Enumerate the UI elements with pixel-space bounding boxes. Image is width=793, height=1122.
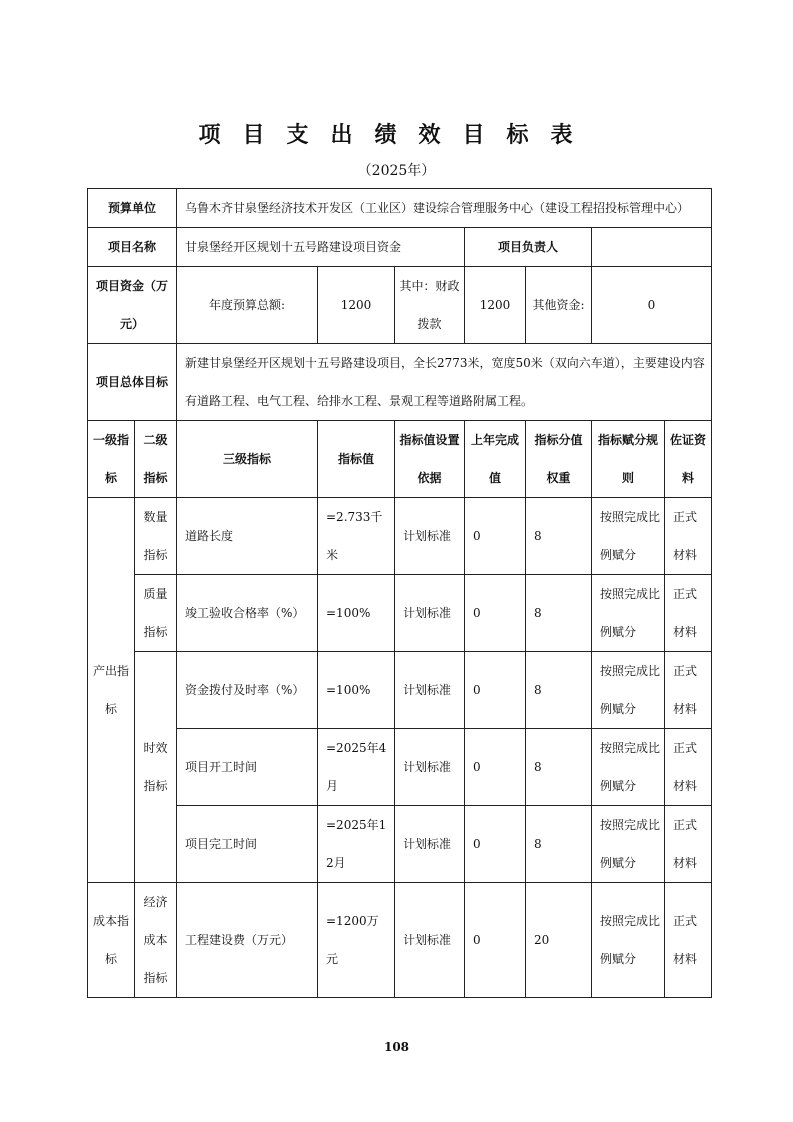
row-name: 资金拨付及时率（%） — [177, 652, 318, 729]
col-level3: 三级指标 — [177, 421, 318, 498]
row-name: 项目完工时间 — [177, 806, 318, 883]
other-funds-value: 0 — [592, 267, 712, 344]
col-scoring-rule: 指标赋分规则 — [592, 421, 665, 498]
row-last-year: 0 — [465, 498, 526, 575]
level1-output: 产出指标 — [88, 498, 135, 883]
row-name: 道路长度 — [177, 498, 318, 575]
row-last-year: 0 — [465, 652, 526, 729]
page-title: 项目支出绩效目标表 — [198, 122, 595, 148]
row-weight: 20 — [526, 883, 592, 998]
level2-economic: 经济成本指标 — [135, 883, 177, 998]
col-weight: 指标分值权重 — [526, 421, 592, 498]
col-level1: 一级指标 — [88, 421, 135, 498]
row-basis: 计划标准 — [395, 729, 465, 806]
row-weight: 8 — [526, 806, 592, 883]
row-name: 项目开工时间 — [177, 729, 318, 806]
row-rule: 按照完成比例赋分 — [592, 498, 665, 575]
col-basis: 指标值设置依据 — [395, 421, 465, 498]
project-name-value: 甘泉堡经开区规划十五号路建设项目资金 — [177, 228, 465, 267]
level2-quality: 质量指标 — [135, 575, 177, 652]
row-basis: 计划标准 — [395, 883, 465, 998]
project-name-label: 项目名称 — [88, 228, 177, 267]
page-number: 108 — [383, 1040, 410, 1054]
col-level2: 二级指标 — [135, 421, 177, 498]
row-value: =1200万元 — [318, 883, 395, 998]
level2-timeliness: 时效指标 — [135, 652, 177, 883]
project-owner-value — [592, 228, 712, 267]
row-last-year: 0 — [465, 729, 526, 806]
row-weight: 8 — [526, 575, 592, 652]
annual-budget-value: 1200 — [318, 267, 395, 344]
year-subtitle: （2025年） — [357, 163, 436, 179]
overall-goal-label: 项目总体目标 — [88, 344, 177, 421]
row-weight: 8 — [526, 729, 592, 806]
row-rule: 按照完成比例赋分 — [592, 806, 665, 883]
level2-quantity: 数量指标 — [135, 498, 177, 575]
fiscal-appropriation-value: 1200 — [465, 267, 526, 344]
table-row — [88, 806, 712, 883]
table-row — [88, 575, 712, 652]
row-weight: 8 — [526, 498, 592, 575]
row-rule: 按照完成比例赋分 — [592, 575, 665, 652]
table-row — [88, 652, 712, 729]
col-indicator-value: 指标值 — [318, 421, 395, 498]
fiscal-appropriation-label: 其中：财政拨款 — [395, 267, 465, 344]
row-rule: 按照完成比例赋分 — [592, 883, 665, 998]
performance-target-table — [87, 188, 712, 998]
row-evidence: 正式材料 — [665, 883, 712, 998]
column-header-row — [88, 421, 712, 498]
col-evidence: 佐证资料 — [665, 421, 712, 498]
row-value: =2025年4月 — [318, 729, 395, 806]
budget-unit-label: 预算单位 — [88, 189, 177, 228]
row-value: =100% — [318, 575, 395, 652]
budget-unit-value: 乌鲁木齐甘泉堡经济技术开发区（工业区）建设综合管理服务中心（建设工程招投标管理中心） — [177, 189, 712, 228]
row-basis: 计划标准 — [395, 806, 465, 883]
row-evidence: 正式材料 — [665, 652, 712, 729]
table-row — [88, 729, 712, 806]
other-funds-label: 其他资金: — [526, 267, 592, 344]
row-value: =100% — [318, 652, 395, 729]
row-weight: 8 — [526, 652, 592, 729]
row-basis: 计划标准 — [395, 498, 465, 575]
row-value: =2.733千米 — [318, 498, 395, 575]
table-row — [88, 498, 712, 575]
row-evidence: 正式材料 — [665, 498, 712, 575]
level1-cost: 成本指标 — [88, 883, 135, 998]
row-rule: 按照完成比例赋分 — [592, 729, 665, 806]
row-evidence: 正式材料 — [665, 806, 712, 883]
row-basis: 计划标准 — [395, 575, 465, 652]
project-owner-label: 项目负责人 — [465, 228, 592, 267]
overall-goal-value: 新建甘泉堡经开区规划十五号路建设项目，全长2773米，宽度50米（双向六车道），主要建设内容有道路工程、电气工程、给排水工程、景观工程等道路附属工程。 — [177, 344, 712, 421]
row-last-year: 0 — [465, 883, 526, 998]
table-row — [88, 883, 712, 998]
row-last-year: 0 — [465, 806, 526, 883]
annual-budget-label: 年度预算总额: — [177, 267, 318, 344]
row-evidence: 正式材料 — [665, 575, 712, 652]
row-value: =2025年12月 — [318, 806, 395, 883]
col-last-year: 上年完成值 — [465, 421, 526, 498]
row-rule: 按照完成比例赋分 — [592, 652, 665, 729]
row-basis: 计划标准 — [395, 652, 465, 729]
row-evidence: 正式材料 — [665, 729, 712, 806]
row-last-year: 0 — [465, 575, 526, 652]
row-name: 竣工验收合格率（%） — [177, 575, 318, 652]
funds-label: 项目资金（万元） — [88, 267, 177, 344]
row-name: 工程建设费（万元） — [177, 883, 318, 998]
